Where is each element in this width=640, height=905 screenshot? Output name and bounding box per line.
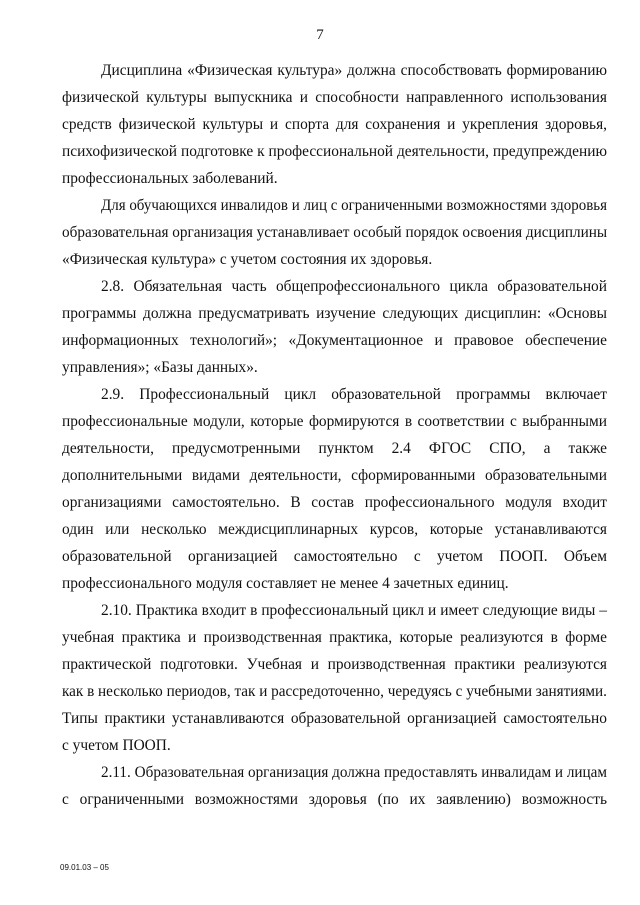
paragraph-line: дополнительными видами деятельности, сформированными образовательными xyxy=(62,467,607,484)
paragraph-line: информационных технологий»; «Документационное и правовое обеспечение xyxy=(62,332,607,349)
paragraph-line: профессиональных заболеваний. xyxy=(62,170,278,187)
paragraph-line: образовательной организацией самостоятельно с учетом ПООП. Объем xyxy=(62,548,607,565)
paragraph-line: физической культуры выпускника и способности направленного использования xyxy=(62,89,607,106)
paragraph-line: Типы практики устанавливаются образовательной организацией самостоятельно xyxy=(62,710,607,727)
paragraph-line: управления»; «Базы данных». xyxy=(62,359,258,376)
paragraph-line: Дисциплина «Физическая культура» должна способствовать формированию xyxy=(101,62,607,79)
paragraph-line: программы должна предусматривать изучение следующих дисциплин: «Основы xyxy=(62,305,607,322)
paragraph-line: один или несколько междисциплинарных курсов, которые устанавливаются xyxy=(62,521,607,538)
paragraph-line: с учетом ПООП. xyxy=(62,737,171,754)
page-number: 7 xyxy=(316,27,324,43)
paragraph-line: профессиональные модули, которые формируются в соответствии с выбранными xyxy=(62,413,607,430)
paragraph-line: Для обучающихся инвалидов и лиц с ограниченными возможностями здоровья xyxy=(101,197,608,214)
paragraph-line: учебная практика и производственная практика, которые реализуются в форме xyxy=(62,629,607,646)
footer-code: 09.01.03 – 05 xyxy=(60,863,109,872)
paragraph-line: практической подготовки. Учебная и производственная практики реализуются xyxy=(62,656,607,673)
paragraph-line: «Физическая культура» с учетом состояния их здоровья. xyxy=(62,251,433,268)
paragraph-line: деятельности, предусмотренными пунктом 2.4 ФГОС СПО, а также xyxy=(62,440,607,457)
paragraph-line: 2.10. Практика входит в профессиональный цикл и имеет следующие виды – xyxy=(101,602,607,619)
paragraph-line: средств физической культуры и спорта для сохранения и укрепления здоровья, xyxy=(62,116,607,133)
paragraph-line: организациями самостоятельно. В состав профессионального модуля входит xyxy=(62,494,607,511)
paragraph-line: психофизической подготовке к профессиональной деятельности, предупреждению xyxy=(62,143,607,160)
paragraph-line: 2.8. Обязательная часть общепрофессионального цикла образовательной xyxy=(101,278,607,295)
paragraph-line: как в несколько периодов, так и рассредоточенно, чередуясь с учебными занятиями. xyxy=(62,683,607,700)
paragraph-line: с ограниченными возможностями здоровья (по их заявлению) возможность xyxy=(62,791,607,808)
paragraph-line: 2.11. Образовательная организация должна предоставлять инвалидам и лицам xyxy=(101,764,608,781)
paragraph-line: 2.9. Профессиональный цикл образовательной программы включает xyxy=(101,386,607,403)
paragraph-line: образовательная организация устанавливает особый порядок освоения дисциплины xyxy=(62,224,608,241)
paragraph-line: профессионального модуля составляет не менее 4 зачетных единиц. xyxy=(62,575,509,592)
